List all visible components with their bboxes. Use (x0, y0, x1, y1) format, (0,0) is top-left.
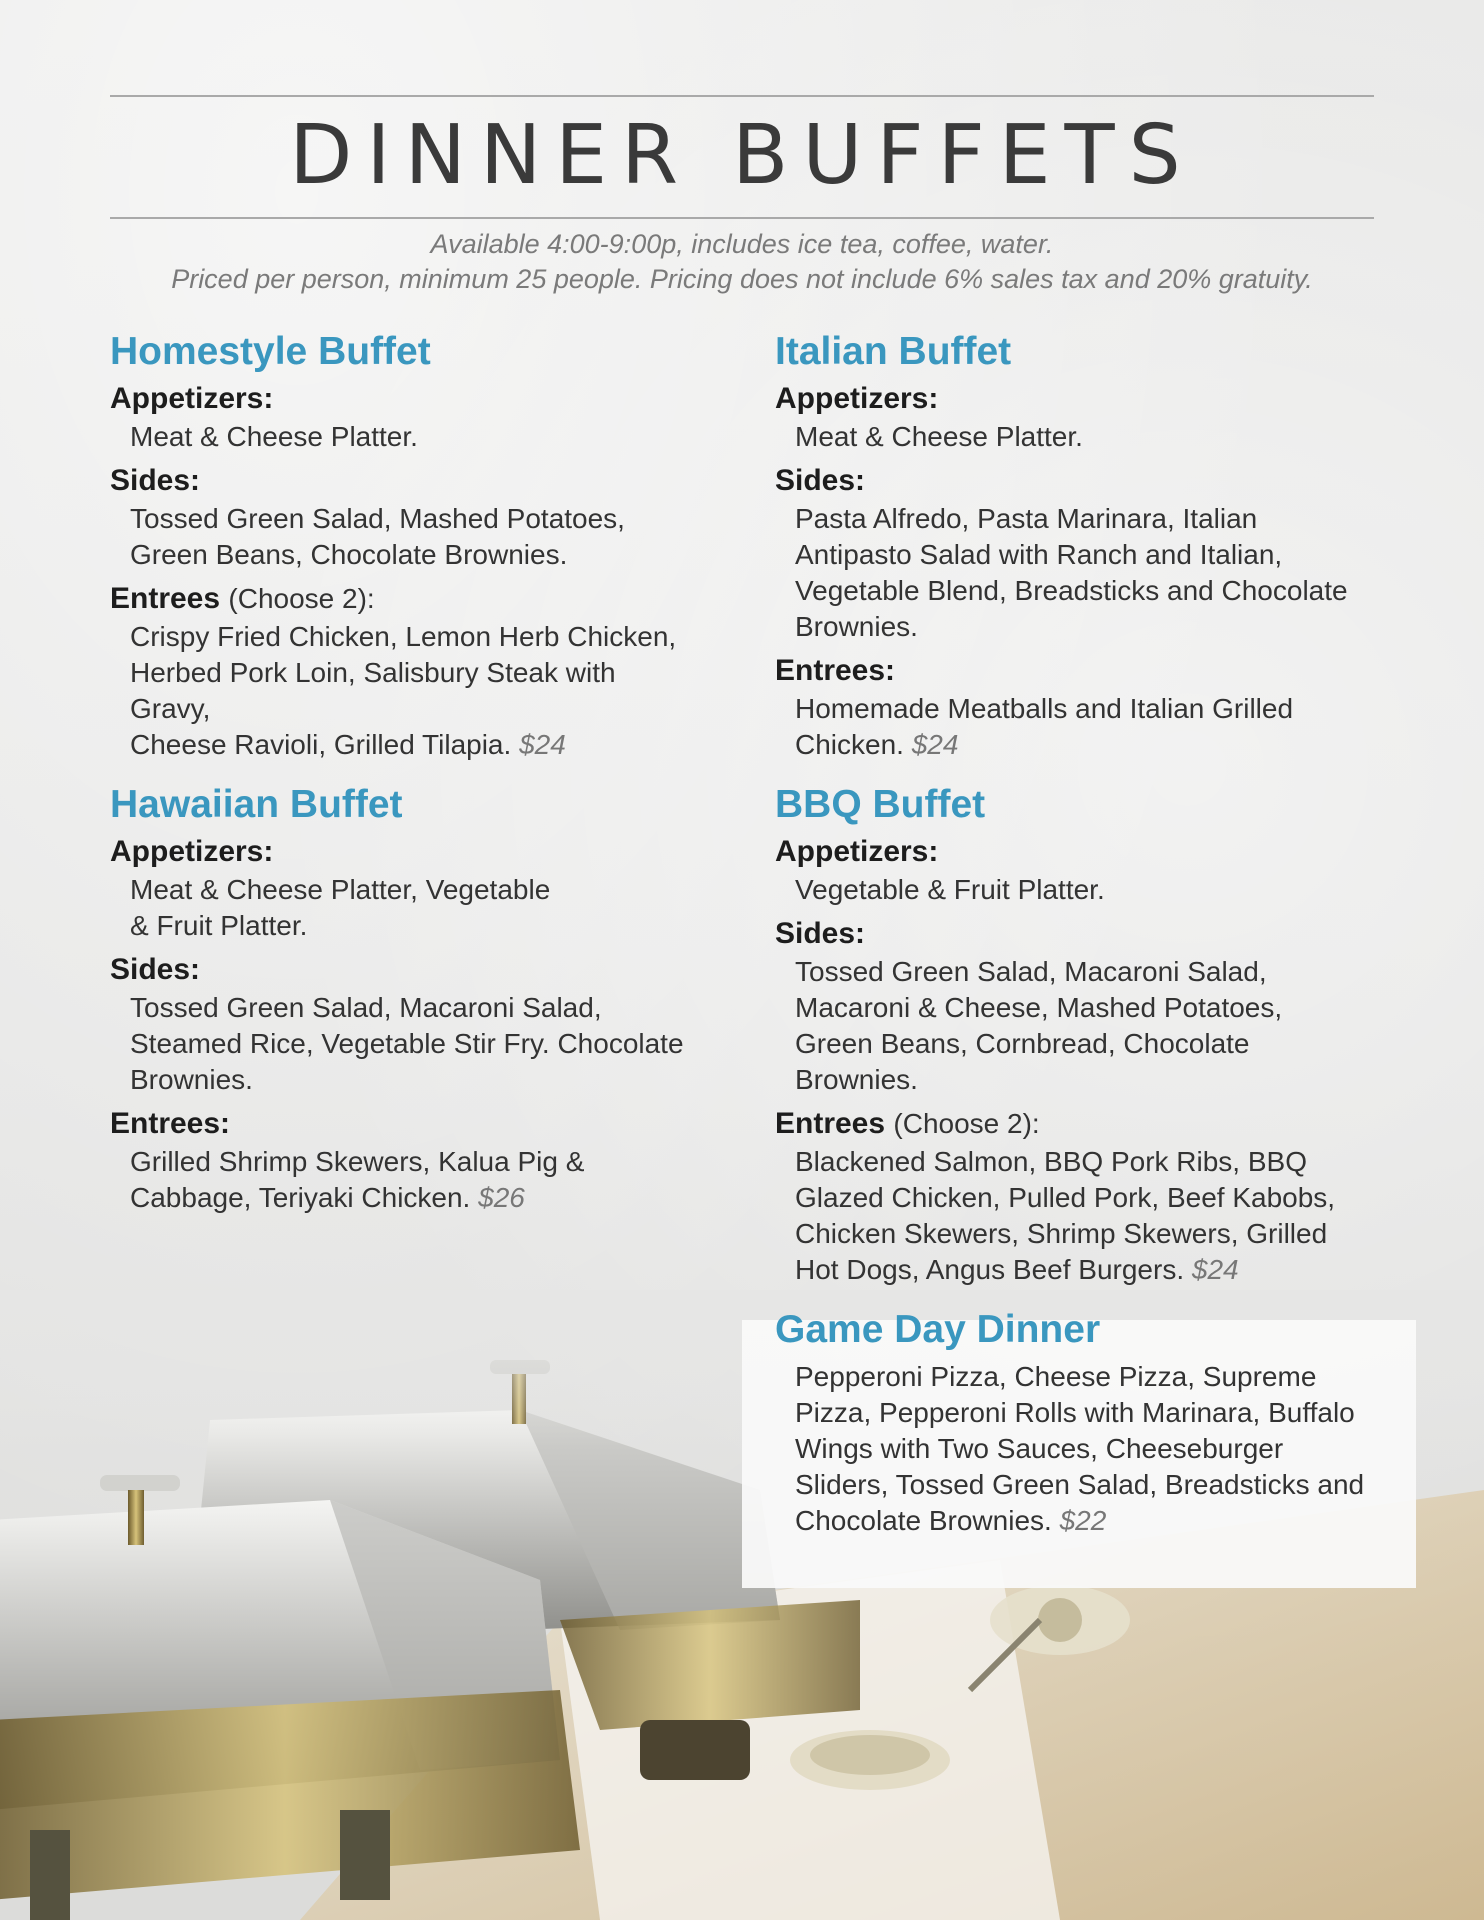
italian-entrees: Homemade Meatballs and Italian Grilled Chicken. $24 (795, 692, 1294, 760)
bbq-title: BBQ Buffet (775, 782, 986, 826)
italian-sides-label: Sides: (775, 463, 866, 497)
bbq-appetizers-label: Appetizers: (775, 834, 939, 868)
italian-entrees-label: Entrees: (775, 653, 896, 687)
right-column (775, 330, 1395, 1547)
gameday-price: $22 (1059, 1504, 1107, 1536)
hawaiian-sides: Tossed Green Salad, Macaroni Salad, Steamed Rice, Vegetable Stir Fry. Chocolate Brownies. (130, 991, 684, 1095)
hawaiian-price: $26 (478, 1181, 525, 1213)
hawaiian-entrees-label: Entrees: (110, 1106, 231, 1140)
homestyle-price: $24 (519, 728, 566, 760)
gameday-title: Game Day Dinner (775, 1307, 1101, 1351)
bottom-rule (110, 217, 1374, 219)
bbq-price: $24 (1191, 1253, 1239, 1285)
bbq-entrees-label: Entrees (Choose 2): (775, 1106, 1040, 1140)
homestyle-appetizers-label: Appetizers: (110, 381, 274, 415)
hawaiian-appetizers-label: Appetizers: (110, 834, 274, 868)
bbq-section (775, 783, 1395, 1288)
gameday-items: Pepperoni Pizza, Cheese Pizza, Supreme Pizza, Pepperoni Rolls with Marinara, Buffalo Wings with Two Sauces, Cheeseburger Sliders, Tossed Green Salad, Breadsticks and Chocolate Brownies. $22 (795, 1360, 1365, 1536)
italian-title: Italian Buffet (775, 330, 1012, 373)
italian-sides: Pasta Alfredo, Pasta Marinara, Italian Antipasto Salad with Ranch and Italian, Vegetable Blend, Breadsticks and Chocolate Brownies. (795, 502, 1348, 642)
gameday-section (775, 1308, 1395, 1539)
bbq-appetizers: Vegetable & Fruit Platter. (795, 873, 1105, 905)
hawaiian-appetizers: Meat & Cheese Platter, Vegetable & Fruit Platter. (130, 873, 551, 941)
hawaiian-entrees: Grilled Shrimp Skewers, Kalua Pig & Cabbage, Teriyaki Chicken. $26 (130, 1145, 585, 1213)
bbq-sides-label: Sides: (775, 916, 866, 950)
homestyle-sides: Tossed Green Salad, Mashed Potatoes, Green Beans, Chocolate Brownies. (130, 502, 625, 570)
page-title: DINNER BUFFETS (289, 108, 1195, 203)
hawaiian-title: Hawaiian Buffet (110, 782, 403, 826)
italian-appetizers: Meat & Cheese Platter. (795, 420, 1083, 452)
italian-price: $24 (911, 728, 959, 760)
homestyle-entrees: Crispy Fried Chicken, Lemon Herb Chicken, Herbed Pork Loin, Salisbury Steak with Gravy, Cheese Ravioli, Grilled Tilapia. $24 (130, 620, 677, 760)
homestyle-sides-label: Sides: (110, 463, 201, 497)
homestyle-entrees-label: Entrees (Choose 2): (110, 581, 375, 615)
bbq-entrees: Blackened Salmon, BBQ Pork Ribs, BBQ Glazed Chicken, Pulled Pork, Beef Kabobs, Chicken Skewers, Shrimp Skewers, Grilled Hot Dogs, Angus Beef Burgers. $24 (795, 1145, 1336, 1285)
italian-appetizers-label: Appetizers: (775, 381, 939, 415)
bbq-sides: Tossed Green Salad, Macaroni Salad, Macaroni & Cheese, Mashed Potatoes, Green Beans, Cornbread, Chocolate Brownies. (795, 955, 1283, 1095)
homestyle-title: Homestyle Buffet (110, 330, 431, 373)
subtitle-line2: Priced per person, minimum 25 people. Pricing does not include 6% sales tax and 20% gratuity. (171, 264, 1313, 294)
left-column (110, 330, 730, 1224)
homestyle-section (110, 330, 730, 763)
hawaiian-sides-label: Sides: (110, 952, 201, 986)
top-rule (110, 95, 1374, 97)
homestyle-appetizers: Meat & Cheese Platter. (130, 420, 418, 452)
subtitle-line1: Available 4:00-9:00p, includes ice tea, coffee, water. (430, 229, 1054, 259)
italian-section (775, 330, 1395, 763)
hawaiian-section (110, 783, 730, 1216)
